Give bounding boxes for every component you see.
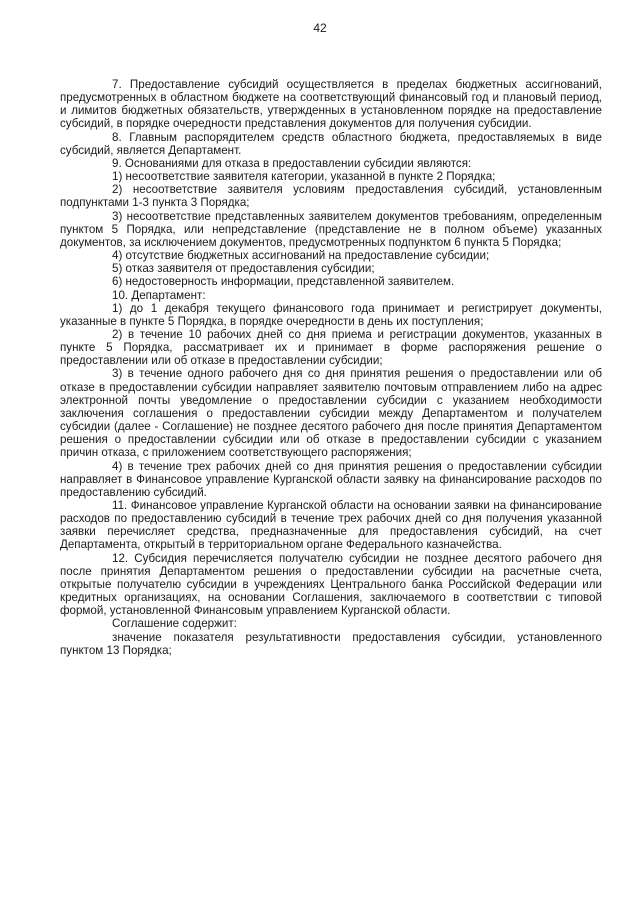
paragraph-11-financial-office: 11. Финансовое управление Курганской области на основании заявки на финансирование расходов по предоставлению субсидий в течение трех рабочих дней со дня получения указанной заявки перечисляет средства, предназначенные для предоставления субсидий, на счет Департамента, открытый в территориальном органе Федерального казначейства. xyxy=(60,499,602,552)
paragraph-9-refusal-grounds: 9. Основаниями для отказа в предоставлении субсидии являются: xyxy=(112,156,472,170)
refusal-ground-2: 2) несоответствие заявителя условиям предоставления субсидий, установленным подпунктами 1-3 пункта 3 Порядка; xyxy=(60,183,602,210)
refusal-ground-5: 5) отказ заявителя от предоставления субсидии; xyxy=(112,262,375,276)
page-number: 42 xyxy=(313,21,327,35)
paragraph-8-budget-manager: 8. Главным распорядителем средств областного бюджета, предоставляемых в виде субсидий, является Департамент. xyxy=(60,130,602,157)
department-duty-1: 1) до 1 декабря текущего финансового года принимает и регистрирует документы, указанные в пункте 5 Порядка, в порядке очередности в день их поступления; xyxy=(60,301,602,328)
paragraph-10-department: 10. Департамент: xyxy=(112,288,206,302)
department-duty-2: 2) в течение 10 рабочих дней со дня приема и регистрации документов, указанных в пункте 5 Порядка, рассматривает их и принимает в форме распоряжения решение о предоставлении или об отказе в предоставлении субсидии; xyxy=(60,327,602,368)
refusal-ground-3: 3) несоответствие представленных заявителем документов требованиям, определенным пунктом 5 Порядка, или непредставление (представление не в полном объеме) указанных документов, за исключением документов, предусмотренных подпунктом 6 пункта 5 Порядка; xyxy=(60,209,602,249)
agreement-contents-item-1: значение показателя результативности предоставления субсидии, установленного пунктом 13 Порядка; xyxy=(60,630,602,657)
refusal-ground-6: 6) недостоверность информации, представленной заявителем. xyxy=(112,275,455,289)
document-body xyxy=(60,78,602,657)
department-duty-3: 3) в течение одного рабочего дня со дня принятия решения о предоставлении или об отказе в предоставлении субсидии направляет заявителю почтовым отправлением либо на адрес электронной почты уведомление о предоставлении субсидии с указанием необходимости заключения соглашения о предоставлении субсидии между Департаментом и получателем субсидии (далее - Соглашение) не позднее десятого рабочего дня после принятия Департаментом решения о предоставлении субсидии или об отказе в предоставлении субсидии с указанием причин отказа, с приложением соответствующего распоряжения; xyxy=(60,367,602,460)
refusal-ground-1: 1) несоответствие заявителя категории, указанной в пункте 2 Порядка; xyxy=(112,170,496,184)
paragraph-7-subsidy-provision: 7. Предоставление субсидий осуществляется в пределах бюджетных ассигнований, предусмотренных в областном бюджете на соответствующий финансовый год и плановый период, и лимитов бюджетных обязательств, утвержденных в установленном порядке на предоставление субсидий, в порядке очередности представления документов для получения субсидии. xyxy=(60,78,602,131)
refusal-ground-4: 4) отсутствие бюджетных ассигнований на предоставление субсидии; xyxy=(112,249,490,263)
paragraph-12-subsidy-transfer: 12. Субсидия перечисляется получателю субсидии не позднее десятого рабочего дня после принятия Департаментом решения о предоставлении субсидии на расчетные счета, открытые получателю субсидии в учреждениях Центрального банка Российской Федерации или кредитных организациях, на основании Соглашения, заключаемого в соответствии с типовой формой, установленной Финансовым управлением Курганской области. xyxy=(60,551,602,618)
department-duty-4: 4) в течение трех рабочих дней со дня принятия решения о предоставлении субсидии направляет в Финансовое управление Курганской области заявку на финансирование расходов по предоставлению субсидий. xyxy=(60,459,602,499)
agreement-contents-intro: Соглашение содержит: xyxy=(112,617,237,631)
